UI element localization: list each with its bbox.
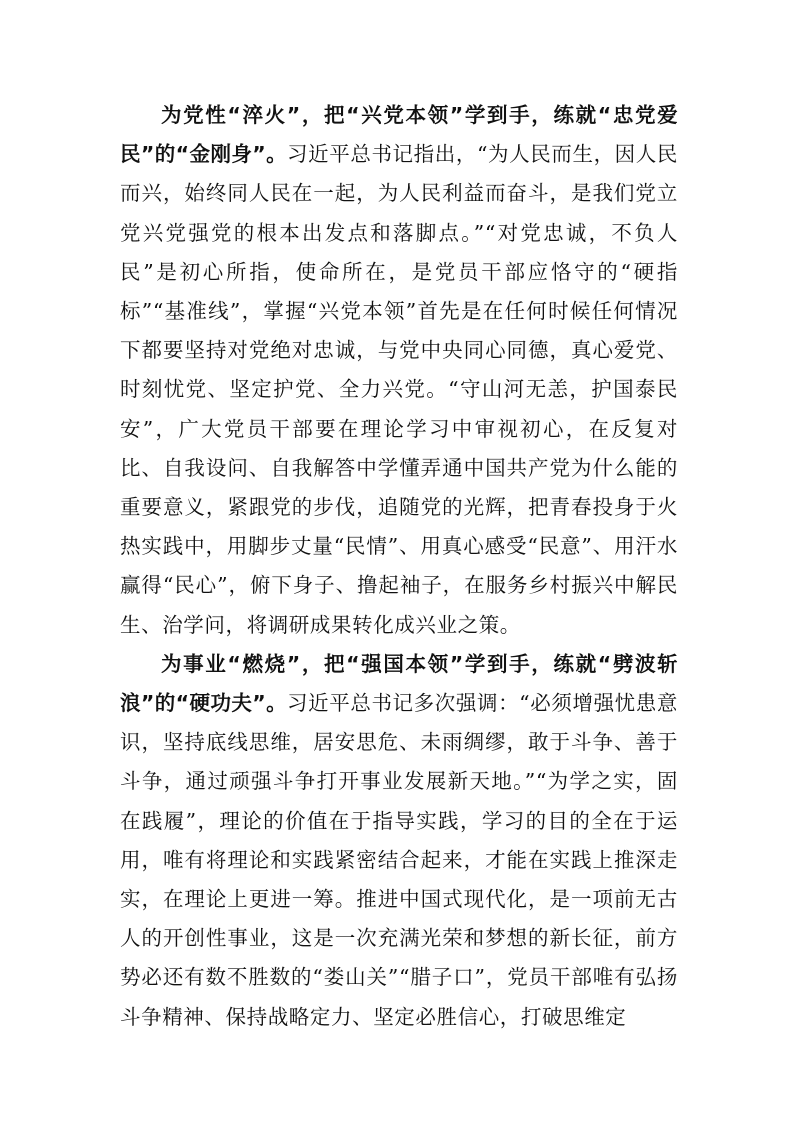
paragraph-body: 习近平总书记指出，“为人民而生，因人民而兴，始终同人民在一起，为人民利益而奋斗，是我们党立党兴党强党的根本出发点和落脚点。”“对党忠诚，不负人民”是初心所指，使命所在，是党员干部应恪守的“硬指标”“基准线”，掌握“兴党本领”首先是在任何时候任何情况下都要坚持对党绝对忠诚，与党中央同心同德，真心爱党、时刻忧党、坚定护党、全力兴党。“守山河无恙，护国泰民安”，广大党员干部要在理论学习中审视初心，在反复对比、自我设问、自我解答中学懂弄通中国共产党为什么能的重要意义，紧跟党的步伐，追随党的光辉，把青春投身于火热实践中，用脚步丈量“民情”、用真心感受“民意”、用汗水赢得“民心”，俯下身子、撸起袖子，在服务乡村振兴中解民生、治学问，将调研成果转化成兴业之策。 (120, 142, 678, 637)
paragraph-career (120, 645, 678, 1037)
paragraph-party-spirit (120, 96, 678, 645)
document-page (120, 96, 678, 1037)
paragraph-heading: 为党性“淬火”，把“兴党本领”学到手，练就“忠党爱民”的“金刚身”。 (120, 103, 678, 167)
paragraph-heading: 为事业“燃烧”，把“强国本领”学到手，练就“劈波斩浪”的“硬功夫”。 (120, 651, 678, 716)
paragraph-body: 习近平总书记多次强调：“必须增强忧患意识，坚持底线思维，居安思危、未雨绸缪，敢于斗争、善于斗争，通过顽强斗争打开事业发展新天地。”“为学之实，固在践履”，理论的价值在于指导实践，学习的目的全在于运用，唯有将理论和实践紧密结合起来，才能在实践上推深走实，在理论上更进一筹。推进中国式现代化，是一项前无古人的开创性事业，这是一次充满光荣和梦想的新长征，前方势必还有数不胜数的“娄山关”“腊子口”，党员干部唯有弘扬斗争精神、保持战略定力、坚定必胜信心，打破思维定 (120, 691, 678, 1029)
